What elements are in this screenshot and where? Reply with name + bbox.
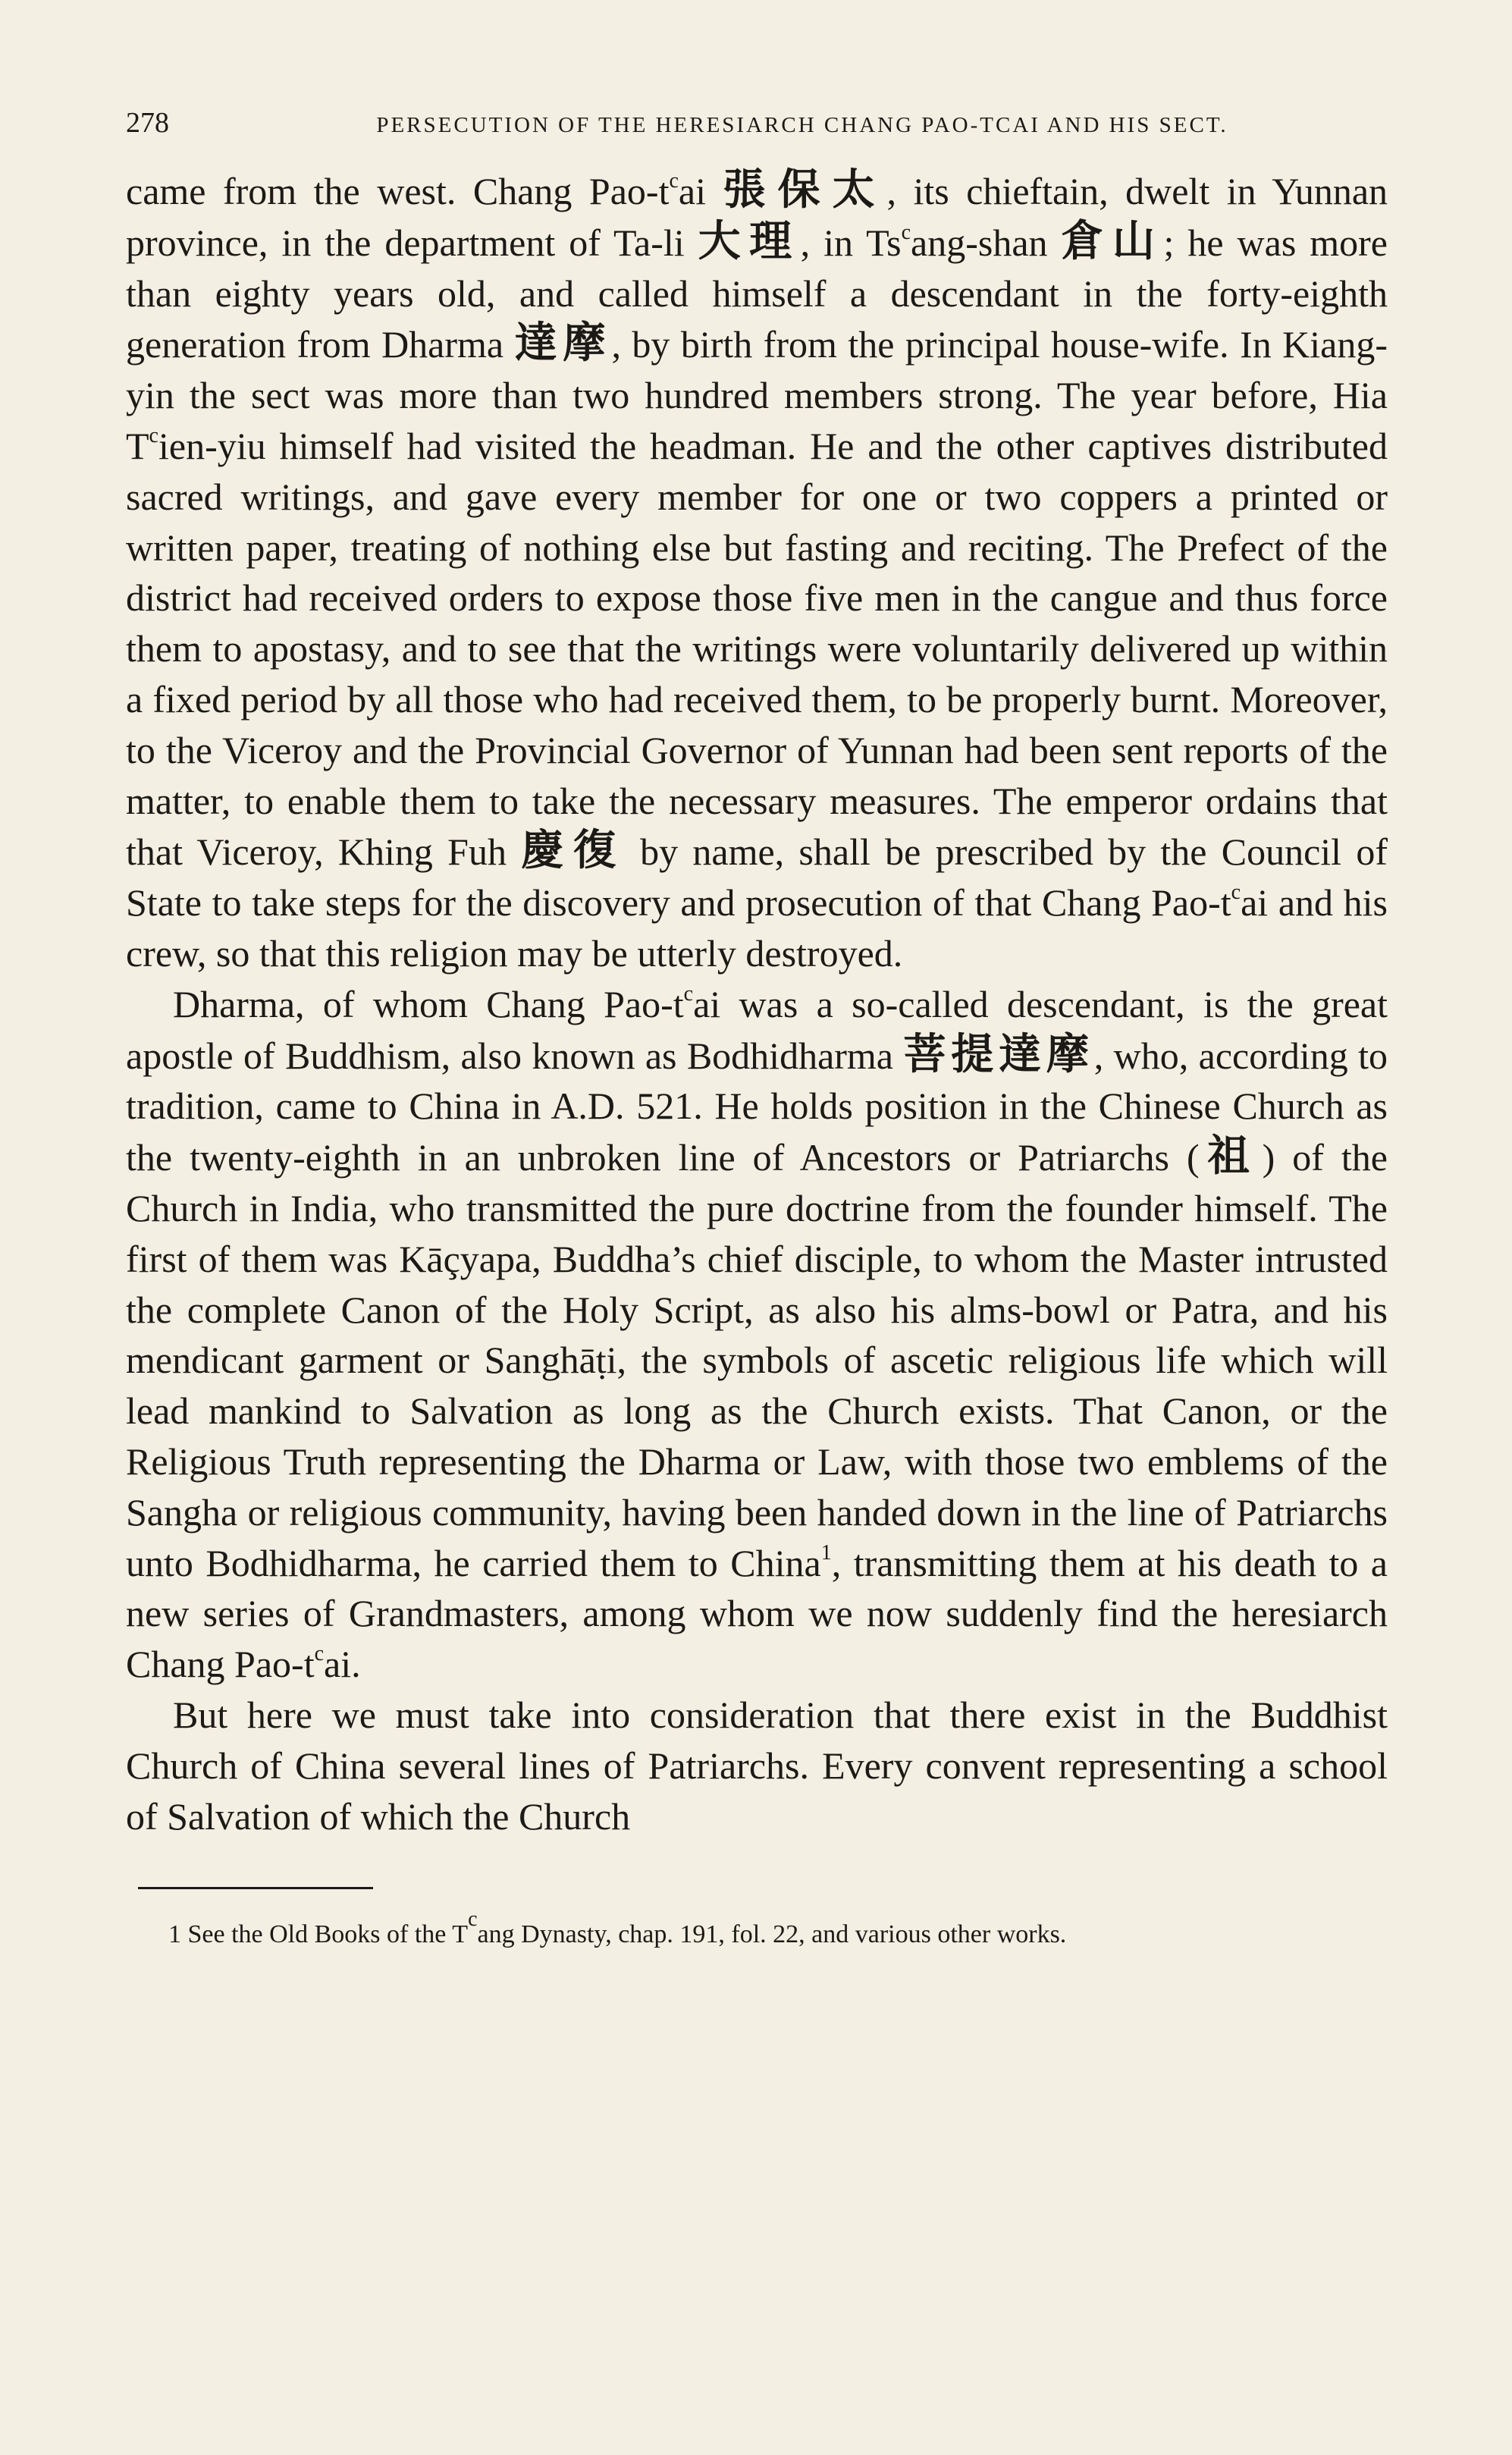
paragraph-3 [126,1690,1388,1841]
running-title: PERSECUTION OF THE HERESIARCH CHANG PAO-TCAI AND HIS SECT. [376,113,1228,137]
text-span: But here we must take into consideration that there exist in the Buddhist Church of China several lines of Patriarchs. Every convent representing a school of Salvation of which the Church [126,1693,1388,1838]
text-span: ai [678,170,723,212]
paragraph-1 [126,165,1388,979]
aspirate-mark: c [468,1907,478,1932]
chinese-characters: 菩提達摩 [903,1029,1094,1079]
text-span: ) of the Church in India, who transmitted the pure doctrine from the founder himself. The first of them was Kāçyapa, Buddha’s chief disciple, to whom the Master intrusted the complete Canon of the Holy Script, as also his alms-bowl or Patra, and his mendicant garment or Sanghāṭi, the symbols of ascetic religious life which will lead mankind to Salvation as long as the Church exists. That Canon, or the Religious Truth representing the Dharma or Law, with those two emblems of the Sangha or religious community, having been handed down in the line of Patriarchs unto Bodhidharma, he carried them to China [126,1136,1388,1584]
book-page [126,106,1388,1951]
text-span: ai was a so-called descendant, is the great apostle of Buddhism, also known as Bodhidharma [126,982,1388,1077]
text-span: ai. [324,1643,361,1686]
text-span: , who, according to tradition, came to China in A.D. 521. He holds position in the Chinese Church as the twenty-eighth in an unbroken line of Ancestors or Patriarchs ( [126,1034,1388,1179]
text-span: ; he was more than eighty years old, and called himself a descendant in the forty-eighth generation from Dharma [126,221,1388,366]
footnote-reference[interactable]: 1 [820,1540,832,1565]
text-span: , in Ts [800,221,902,264]
text-span: came from the west. Chang Pao-t [126,170,670,212]
aspirate-mark: c [1231,881,1241,905]
aspirate-mark: c [669,169,679,193]
text-span: by name, shall be prescribed by the Council of State to take steps for the discovery and prosecution of that Chang Pao-t [126,830,1388,925]
aspirate-mark: c [683,981,694,1006]
aspirate-mark: c [314,1642,325,1666]
paragraph-2 [126,979,1388,1690]
body-text [126,165,1388,1841]
chinese-characters: 張保太 [723,165,887,215]
aspirate-mark: c [901,220,911,244]
text-span: ien-yiu himself had visited the headman. He and the other captives distributed sacred writings, and gave every member for one or two coppers a printed or written paper, treating of nothing else but fasting and reciting. The Prefect of the district had received orders to expose those five men in the cangue and thus force them to apostasy, and to see that the writings were voluntarily delivered up within a fixed period by all those who had received them, to be properly burnt. Moreover, to the Viceroy and the Provincial Governor of Yunnan had been sent reports of the matter, to enable them to take the necessary measures. The emperor ordains that that Viceroy, Khing Fuh [126,424,1388,874]
footnote [126,1907,1388,1951]
chinese-characters: 祖 [1199,1132,1263,1182]
footnote-divider [138,1887,373,1889]
footnote-text: ang Dynasty, chap. 191, fol. 22, and various other works. [477,1920,1067,1949]
text-span: ai and his crew, so that this religion may be utterly destroyed. [126,881,1388,975]
text-span: , its chieftain, dwelt in Yunnan province, in the department of Ta-li [126,170,1388,264]
running-header [126,106,1388,144]
footnote-marker: 1 [168,1920,181,1949]
text-span: , by birth from the principal house-wife. In Kiang-yin the sect was more than two hundred members strong. The year before, Hia T [126,323,1388,467]
chinese-characters: 達摩 [514,319,612,369]
aspirate-mark: c [149,423,158,447]
chinese-characters: 大理 [698,216,801,266]
text-span: , transmitting them at his death to a new series of Grandmasters, among whom we now suddenly find the heresiarch Chang Pao-t [126,1541,1388,1686]
text-span: Dharma, of whom Chang Pao-t [173,982,684,1025]
chinese-characters: 慶復 [521,826,626,876]
chinese-characters: 倉山 [1061,216,1164,266]
footnote-text: See the Old Books of the T [181,1920,469,1949]
page-number: 278 [126,107,169,139]
text-span: ang-shan [911,221,1062,264]
